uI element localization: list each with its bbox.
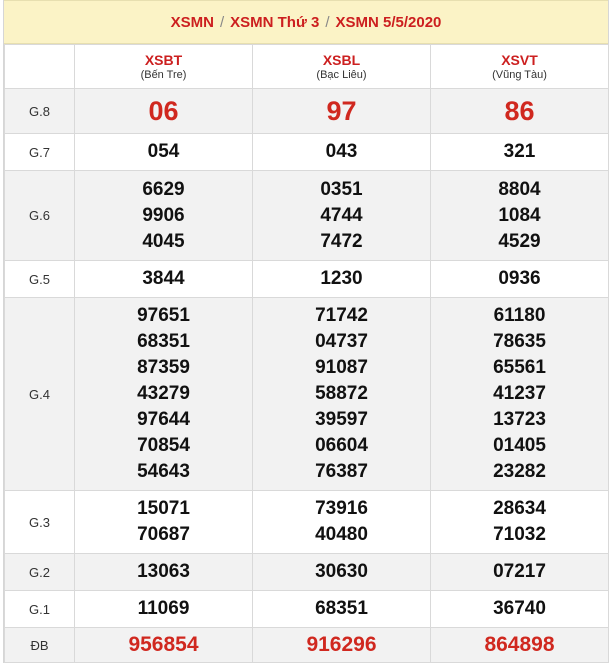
winning-number: 97651	[137, 305, 190, 326]
prize-cell	[253, 491, 431, 554]
winning-number: 8804	[498, 178, 541, 200]
winning-number: 41237	[493, 383, 546, 404]
lottery-results-panel	[3, 0, 609, 663]
winning-number: 4529	[498, 230, 541, 252]
prize-row	[5, 261, 609, 298]
winning-number: 043	[325, 141, 358, 162]
winning-number: 06	[148, 96, 179, 126]
winning-number: 6629	[142, 178, 185, 200]
prize-cell	[253, 628, 431, 663]
prize-label: G.8	[5, 89, 75, 134]
prize-cell	[75, 298, 253, 491]
winning-number: 04737	[315, 331, 368, 352]
winning-number: 43279	[137, 383, 190, 404]
winning-number: 97644	[137, 409, 190, 430]
winning-number: 0351	[320, 178, 363, 200]
winning-number: 054	[147, 141, 180, 162]
prize-label: G.5	[5, 261, 75, 298]
winning-number: 01405	[493, 435, 546, 456]
winning-number: 1084	[498, 204, 541, 226]
winning-number: 9906	[142, 204, 185, 226]
winning-number: 68351	[137, 331, 190, 352]
results-table	[4, 44, 609, 663]
winning-number: 86	[504, 96, 535, 126]
prize-cell	[75, 134, 253, 171]
winning-number: 956854	[128, 633, 199, 656]
winning-number: 70687	[137, 524, 190, 545]
breadcrumb	[4, 0, 608, 44]
winning-number: 61180	[493, 305, 546, 326]
prize-label: G.1	[5, 591, 75, 628]
prize-label: ĐB	[5, 628, 75, 663]
prize-row	[5, 134, 609, 171]
province-name: (Vũng Tàu)	[492, 68, 547, 81]
prize-row	[5, 628, 609, 663]
breadcrumb-xsmn-thu-3[interactable]: XSMN Thứ 3	[230, 13, 320, 31]
winning-number: 54643	[137, 461, 190, 482]
winning-number: 07217	[493, 561, 546, 582]
breadcrumb-separator: /	[325, 13, 330, 31]
prize-row	[5, 591, 609, 628]
winning-number: 68351	[315, 598, 368, 619]
prize-cell	[431, 89, 609, 134]
winning-number: 916296	[306, 633, 377, 656]
province-header-cell	[253, 45, 431, 89]
prize-cell	[253, 554, 431, 591]
prize-cell	[75, 554, 253, 591]
prize-row	[5, 171, 609, 261]
prize-cell	[431, 491, 609, 554]
winning-number: 91087	[315, 357, 368, 378]
province-header-row	[5, 45, 609, 89]
province-name: (Bạc Liêu)	[316, 68, 367, 81]
prize-cell	[75, 491, 253, 554]
prize-cell	[253, 298, 431, 491]
prize-cell	[431, 554, 609, 591]
winning-number: 97	[326, 96, 357, 126]
winning-number: 4744	[320, 204, 363, 226]
prize-row	[5, 298, 609, 491]
winning-number: 321	[503, 141, 536, 162]
winning-number: 4045	[142, 230, 185, 252]
prize-label: G.6	[5, 171, 75, 261]
prize-cell	[75, 591, 253, 628]
prize-cell	[431, 134, 609, 171]
winning-number: 71742	[315, 305, 368, 326]
prize-label: G.4	[5, 298, 75, 491]
winning-number: 40480	[315, 524, 368, 545]
winning-number: 3844	[142, 268, 185, 289]
prize-cell	[431, 298, 609, 491]
winning-number: 78635	[493, 331, 546, 352]
prize-cell	[431, 591, 609, 628]
prize-cell	[253, 171, 431, 261]
prize-row	[5, 554, 609, 591]
prize-row	[5, 491, 609, 554]
winning-number: 11069	[137, 598, 190, 619]
winning-number: 1230	[320, 268, 363, 289]
prize-cell	[431, 171, 609, 261]
winning-number: 13723	[493, 409, 546, 430]
winning-number: 28634	[493, 498, 546, 519]
prize-row	[5, 89, 609, 134]
prize-cell	[253, 134, 431, 171]
province-code-link[interactable]: XSBL	[322, 51, 361, 68]
province-code-link[interactable]: XSBT	[144, 51, 183, 68]
prize-cell	[253, 261, 431, 298]
winning-number: 30630	[315, 561, 368, 582]
prize-label: G.7	[5, 134, 75, 171]
winning-number: 39597	[315, 409, 368, 430]
prize-cell	[431, 628, 609, 663]
winning-number: 23282	[493, 461, 546, 482]
winning-number: 864898	[484, 633, 555, 656]
prize-cell	[75, 89, 253, 134]
prize-label: G.3	[5, 491, 75, 554]
prize-cell	[431, 261, 609, 298]
winning-number: 76387	[315, 461, 368, 482]
province-code-link[interactable]: XSVT	[501, 51, 538, 68]
breadcrumb-xsmn-date[interactable]: XSMN 5/5/2020	[335, 13, 442, 31]
breadcrumb-xsmn[interactable]: XSMN	[170, 13, 214, 31]
prize-cell	[75, 171, 253, 261]
winning-number: 65561	[493, 357, 546, 378]
winning-number: 58872	[315, 383, 368, 404]
province-header-cell	[431, 45, 609, 89]
breadcrumb-separator: /	[219, 13, 225, 31]
winning-number: 06604	[315, 435, 368, 456]
header-corner-cell	[5, 45, 75, 89]
winning-number: 73916	[315, 498, 368, 519]
prize-label: G.2	[5, 554, 75, 591]
winning-number: 15071	[137, 498, 190, 519]
winning-number: 36740	[493, 598, 546, 619]
winning-number: 87359	[137, 357, 190, 378]
prize-cell	[253, 89, 431, 134]
prize-cell	[253, 591, 431, 628]
winning-number: 7472	[320, 230, 363, 252]
winning-number: 0936	[498, 268, 541, 289]
province-name: (Bến Tre)	[140, 68, 187, 81]
prize-cell	[75, 261, 253, 298]
winning-number: 70854	[137, 435, 190, 456]
prize-cell	[75, 628, 253, 663]
winning-number: 13063	[137, 561, 190, 582]
winning-number: 71032	[493, 524, 546, 545]
province-header-cell	[75, 45, 253, 89]
